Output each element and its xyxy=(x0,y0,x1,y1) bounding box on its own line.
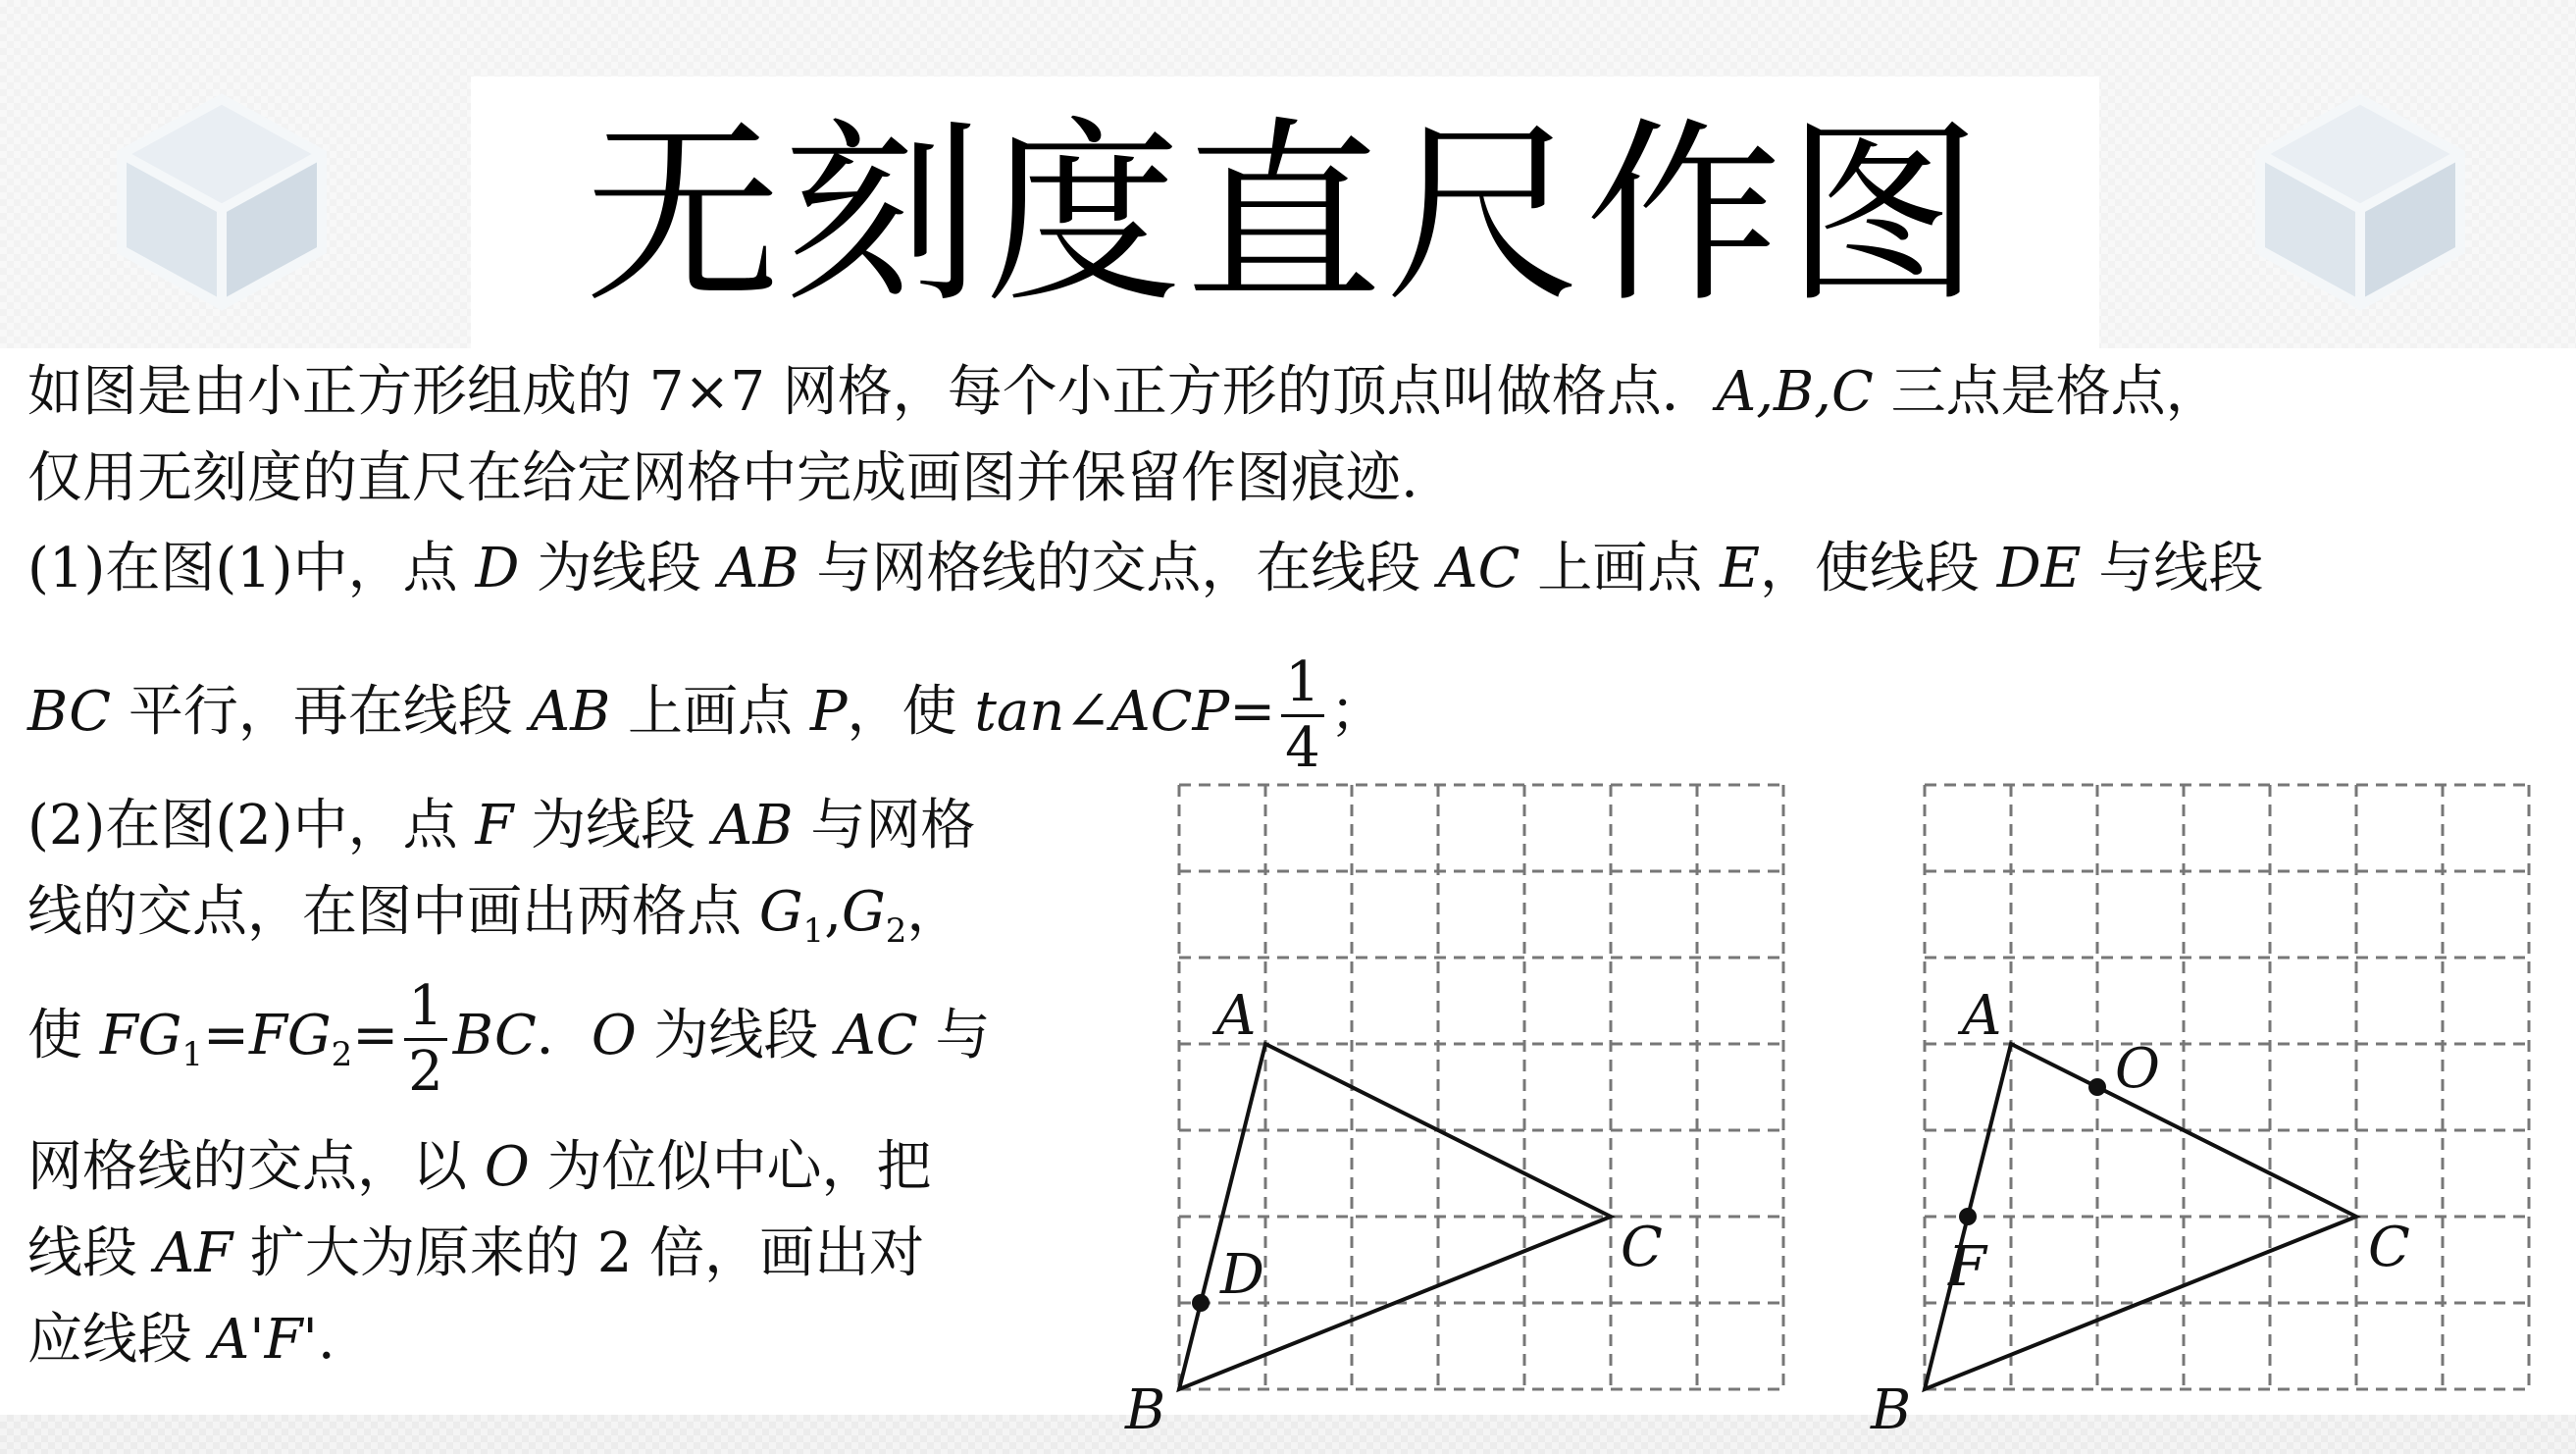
fraction-one-quarter: $\frac{1}{4}$ xyxy=(1281,655,1324,776)
figure-2-label-f: F xyxy=(1948,1235,1986,1299)
figure-2-label-a: A xyxy=(1962,984,2002,1048)
figure-2-svg xyxy=(1871,765,2576,1442)
figure-1-label-c: C xyxy=(1621,1216,1663,1279)
figure-1-svg xyxy=(1125,765,1844,1442)
part2-line-3: 使 $FG_1=FG_2=$ $\frac{1}{2}$ BC．O 为线段 AC 与 xyxy=(27,974,991,1104)
figure-1-label-b: B xyxy=(1125,1378,1166,1442)
figure-1-point-d xyxy=(1192,1294,1210,1312)
part1-line-1: (1)在图(1)中，点 D 为线段 AB 与网格线的交点，在线段 AC 上画点 E，使线段 DE 与线段 xyxy=(27,537,2264,600)
figure-1-label-d: D xyxy=(1220,1243,1264,1307)
cube-logo-left-icon xyxy=(116,93,328,311)
figure-1 xyxy=(1125,765,1844,1442)
page-title: 无刻度直尺作图 xyxy=(584,101,1985,330)
fraction-one-half: $\frac{1}{2}$ xyxy=(404,979,447,1100)
problem-line-2: 仅用无刻度的直尺在给定网格中完成画图并保留作图痕迹. xyxy=(27,446,1418,510)
figure-2-point-f xyxy=(1959,1208,1977,1225)
part1-line-2: BC 平行，再在线段 AB 上画点 P，使 tan∠ACP= $\frac{1}{4}$ ； xyxy=(27,650,1385,780)
figure-2-point-o xyxy=(2088,1078,2106,1096)
figure-2 xyxy=(1871,765,2576,1442)
part2-line-5: 线段 AF 扩大为原来的 2 倍，画出对 xyxy=(27,1221,925,1285)
figure-1-label-a: A xyxy=(1216,984,1257,1048)
part2-line-6: 应线段 A'F'. xyxy=(27,1308,335,1372)
figure-2-label-b: B xyxy=(1871,1378,1912,1442)
part2-line-2: 线的交点，在图中画出两格点 $G_1,G_2$， xyxy=(27,880,962,952)
problem-line-1: 如图是由小正方形组成的 7×7 网格，每个小正方形的顶点叫做格点．A,B,C 三点是格点， xyxy=(27,360,2221,424)
figure-2-label-o: O xyxy=(2115,1037,2160,1101)
part2-line-4: 网格线的交点，以 O 为位似中心，把 xyxy=(27,1135,932,1199)
figure-2-label-c: C xyxy=(2368,1216,2410,1279)
cube-logo-right-icon xyxy=(2254,93,2466,311)
part2-line-1: (2)在图(2)中，点 F 为线段 AB 与网格 xyxy=(27,794,976,857)
